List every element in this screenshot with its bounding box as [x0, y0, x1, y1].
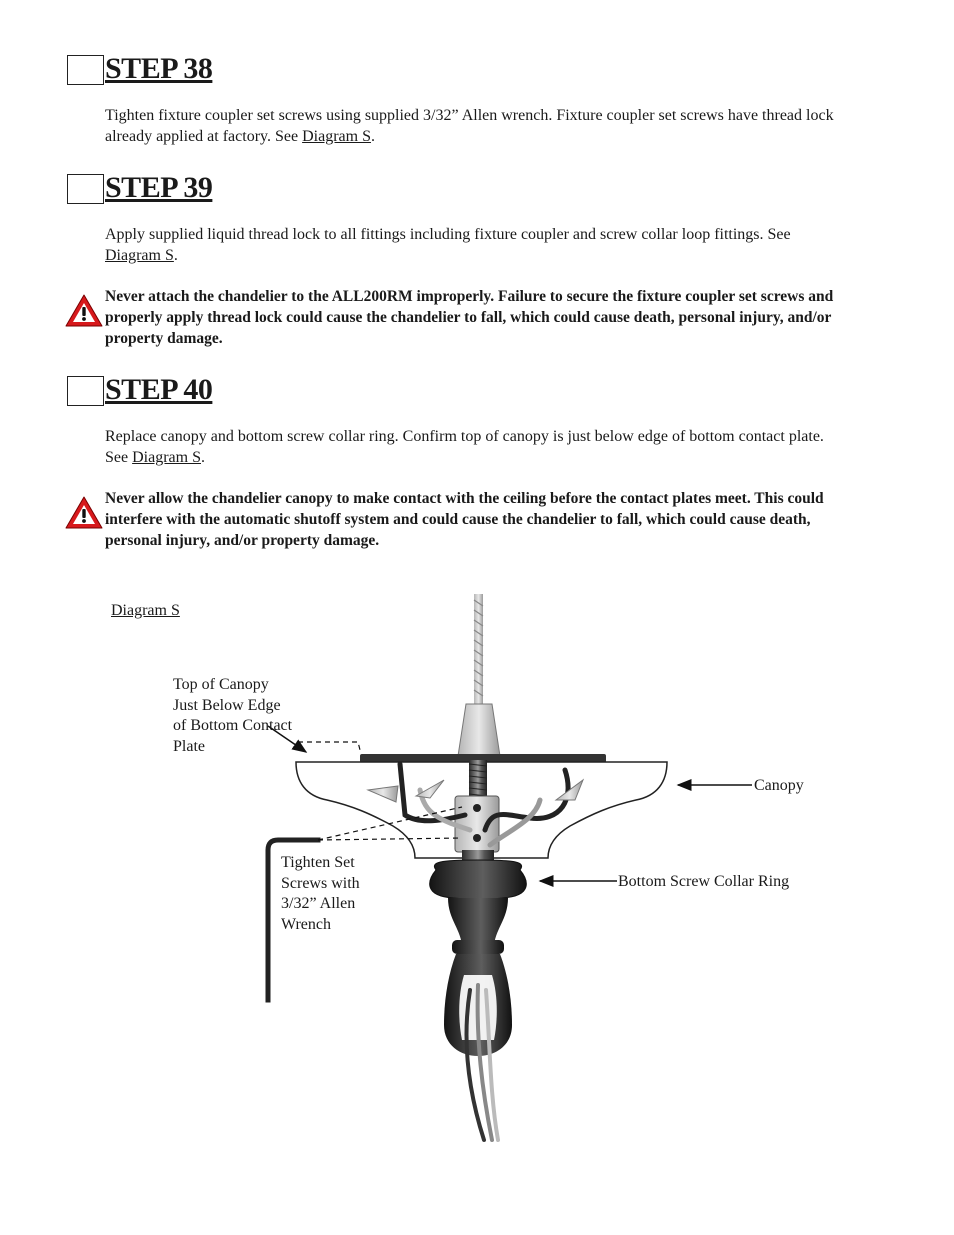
step-40-text-end: .	[200, 449, 205, 466]
set-screw	[473, 804, 481, 812]
diagram-title: Diagram S	[111, 602, 180, 619]
fixture-coupler-top	[458, 704, 500, 756]
label-bottom-screw-collar-ring: Bottom Screw Collar Ring	[618, 873, 790, 890]
cable	[474, 594, 483, 706]
diagram-s-link[interactable]: Diagram S	[105, 247, 174, 264]
warning-triangle-icon	[64, 495, 104, 531]
label-top-of-canopy: Top of Canopy Just Below Edge of Bottom Contact Plate	[173, 676, 293, 755]
diagram-s-link[interactable]: Diagram S	[302, 128, 371, 145]
warning-triangle-icon	[64, 293, 104, 329]
step-38-text-body: Tighten fixture coupler set screws using supplied 3/32” Allen wrench. Fixture coupler set screws have thread lock already applied at factory. See	[105, 107, 834, 145]
step-40-text	[105, 426, 850, 468]
step-40-title: STEP 40	[105, 373, 213, 406]
step-38-checkbox[interactable]	[67, 55, 104, 85]
step-39-text-end: .	[173, 247, 178, 264]
set-screw	[473, 834, 481, 842]
step-40-warning: Never allow the chandelier canopy to make contact with the ceiling before the contact plates meet. This could interfere with the automatic shutoff system and could cause the chandelier to fall, which could cause death, personal injury, and/or property damage.	[105, 490, 824, 549]
diagram-s-illustration	[0, 580, 954, 1180]
step-39-text	[105, 224, 850, 266]
diagram-s-link[interactable]: Diagram S	[132, 449, 201, 466]
step-38-title: STEP 38	[105, 52, 213, 85]
step-40-checkbox[interactable]	[67, 376, 104, 406]
step-39-checkbox[interactable]	[67, 174, 104, 204]
step-38-text	[105, 105, 845, 147]
step-39-warning: Never attach the chandelier to the ALL200RM improperly. Failure to secure the fixture coupler set screws and properly apply thread lock could cause the chandelier to fall, which could cause death, personal injury, and/or property damage.	[105, 288, 834, 347]
step-40-text-body: Replace canopy and bottom screw collar ring. Confirm top of canopy is just below edge of bottom contact plate. See	[105, 428, 824, 466]
step-38-text-end: .	[370, 128, 375, 145]
label-tighten-set-screws: Tighten Set Screws with 3/32” Allen Wrench	[281, 854, 360, 933]
label-canopy: Canopy	[754, 777, 804, 794]
step-39-text-body: Apply supplied liquid thread lock to all fittings including fixture coupler and screw collar loop fittings. See	[105, 226, 791, 243]
step-39-title: STEP 39	[105, 171, 213, 204]
